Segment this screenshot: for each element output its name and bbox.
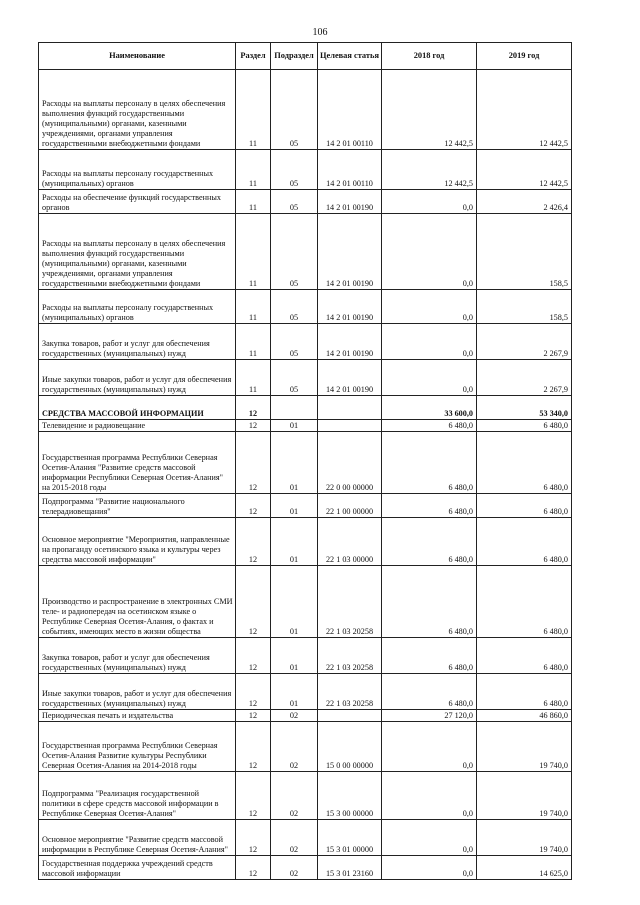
row-target: 14 2 01 00190 (318, 190, 382, 214)
row-name: Расходы на выплаты персоналу государственных (муниципальных) органов (39, 150, 236, 190)
row-section: 11 (236, 360, 271, 396)
table-body (39, 70, 572, 880)
table-row (39, 518, 572, 566)
row-target: 14 2 01 00190 (318, 290, 382, 324)
row-name: Телевидение и радиовещание (39, 420, 236, 432)
header-section: Раздел (236, 43, 271, 70)
row-subsection: 01 (271, 494, 318, 518)
row-2018: 0,0 (382, 820, 477, 856)
row-section: 12 (236, 638, 271, 674)
row-section: 11 (236, 150, 271, 190)
row-subsection: 01 (271, 420, 318, 432)
row-name: Иные закупки товаров, работ и услуг для обеспечения государственных (муниципальных) нужд (39, 360, 236, 396)
row-subsection: 05 (271, 70, 318, 150)
row-name: Государственная поддержка учреждений средств массовой информации (39, 856, 236, 880)
row-2019: 12 442,5 (477, 150, 572, 190)
row-name: Закупка товаров, работ и услуг для обеспечения государственных (муниципальных) нужд (39, 324, 236, 360)
row-target: 14 2 01 00110 (318, 70, 382, 150)
row-section: 12 (236, 518, 271, 566)
row-subsection: 05 (271, 324, 318, 360)
row-name: Расходы на выплаты персоналу государственных (муниципальных) органов (39, 290, 236, 324)
page-number: 106 (312, 27, 328, 38)
row-name: Подпрограмма "Реализация государственной политики в сфере средств массовой информации в Республике Северная Осетия-Алания" (39, 772, 236, 820)
row-2019: 6 480,0 (477, 566, 572, 638)
row-2018: 27 120,0 (382, 710, 477, 722)
table-row (39, 566, 572, 638)
table-row (39, 150, 572, 190)
row-target: 15 3 01 23160 (318, 856, 382, 880)
row-2018: 6 480,0 (382, 518, 477, 566)
table-row (39, 710, 572, 722)
row-target: 15 3 01 00000 (318, 820, 382, 856)
row-target: 22 1 03 20258 (318, 566, 382, 638)
table-row (39, 722, 572, 772)
header-subsection: Подраздел (271, 43, 318, 70)
row-2019: 14 625,0 (477, 856, 572, 880)
row-2018: 0,0 (382, 290, 477, 324)
row-2018: 0,0 (382, 324, 477, 360)
row-name: Периодическая печать и издательства (39, 710, 236, 722)
row-name: Государственная программа Республики Северная Осетия-Алания Развитие культуры Республики Северная Осетия-Алания на 2014-2018 годы (39, 722, 236, 772)
row-section: 12 (236, 396, 271, 420)
row-2018: 0,0 (382, 856, 477, 880)
row-2019: 2 267,9 (477, 360, 572, 396)
row-section: 11 (236, 190, 271, 214)
row-target: 22 1 03 20258 (318, 674, 382, 710)
row-subsection: 01 (271, 638, 318, 674)
row-2018: 6 480,0 (382, 420, 477, 432)
row-section: 11 (236, 214, 271, 290)
row-2019: 6 480,0 (477, 518, 572, 566)
row-subsection: 01 (271, 674, 318, 710)
row-2019: 12 442,5 (477, 70, 572, 150)
table-row (39, 674, 572, 710)
row-2019: 6 480,0 (477, 674, 572, 710)
row-2019: 6 480,0 (477, 494, 572, 518)
row-name: Государственная программа Республики Северная Осетия-Алания "Развитие средств массовой информации Республики Северная Осетия-Алания" на 2015-2018 годы (39, 432, 236, 494)
row-section: 12 (236, 722, 271, 772)
row-2019: 46 860,0 (477, 710, 572, 722)
table-row (39, 396, 572, 420)
row-section: 11 (236, 290, 271, 324)
row-2019: 6 480,0 (477, 638, 572, 674)
row-target: 14 2 01 00190 (318, 360, 382, 396)
row-target: 14 2 01 00190 (318, 214, 382, 290)
row-2018: 0,0 (382, 722, 477, 772)
row-name: Основное мероприятие "Развитие средств массовой информации в Республике Северная Осетия-Алания" (39, 820, 236, 856)
header-2019: 2019 год (477, 43, 572, 70)
header-target: Целевая статья (318, 43, 382, 70)
row-target: 15 0 00 00000 (318, 722, 382, 772)
table-row (39, 190, 572, 214)
table-row (39, 290, 572, 324)
row-name: СРЕДСТВА МАССОВОЙ ИНФОРМАЦИИ (39, 396, 236, 420)
row-name: Закупка товаров, работ и услуг для обеспечения государственных (муниципальных) нужд (39, 638, 236, 674)
table-row (39, 70, 572, 150)
row-target: 22 1 03 00000 (318, 518, 382, 566)
row-name: Подпрограмма "Развитие национального телерадиовещания" (39, 494, 236, 518)
row-2018: 6 480,0 (382, 638, 477, 674)
row-target (318, 710, 382, 722)
table-row (39, 420, 572, 432)
table-row (39, 820, 572, 856)
row-2019: 19 740,0 (477, 772, 572, 820)
row-target: 22 1 00 00000 (318, 494, 382, 518)
table-row (39, 638, 572, 674)
row-section: 12 (236, 710, 271, 722)
row-subsection: 01 (271, 432, 318, 494)
budget-table (38, 42, 572, 880)
row-section: 12 (236, 494, 271, 518)
row-section: 12 (236, 566, 271, 638)
row-section: 12 (236, 820, 271, 856)
row-2018: 0,0 (382, 190, 477, 214)
row-2018: 0,0 (382, 360, 477, 396)
row-name: Расходы на обеспечение функций государственных органов (39, 190, 236, 214)
row-2018: 6 480,0 (382, 432, 477, 494)
row-subsection: 02 (271, 772, 318, 820)
row-2019: 2 426,4 (477, 190, 572, 214)
table-row (39, 214, 572, 290)
row-section: 12 (236, 420, 271, 432)
row-name: Иные закупки товаров, работ и услуг для обеспечения государственных (муниципальных) нужд (39, 674, 236, 710)
row-section: 11 (236, 324, 271, 360)
table-row (39, 494, 572, 518)
table-row (39, 856, 572, 880)
row-2018: 0,0 (382, 772, 477, 820)
row-2019: 158,5 (477, 214, 572, 290)
row-subsection: 05 (271, 190, 318, 214)
table-row (39, 360, 572, 396)
row-target (318, 396, 382, 420)
row-subsection: 05 (271, 150, 318, 190)
row-target: 22 1 03 20258 (318, 638, 382, 674)
row-2019: 158,5 (477, 290, 572, 324)
row-name: Основное мероприятие "Мероприятия, направленные на пропаганду осетинского языка и культуры через средства массовой информации" (39, 518, 236, 566)
row-2019: 19 740,0 (477, 820, 572, 856)
row-target: 14 2 01 00110 (318, 150, 382, 190)
row-subsection: 02 (271, 820, 318, 856)
row-2019: 53 340,0 (477, 396, 572, 420)
row-2019: 2 267,9 (477, 324, 572, 360)
table-row (39, 432, 572, 494)
row-2018: 6 480,0 (382, 566, 477, 638)
row-2018: 6 480,0 (382, 494, 477, 518)
row-target: 14 2 01 00190 (318, 324, 382, 360)
row-name: Расходы на выплаты персоналу в целях обеспечения выполнения функций государственными (муниципальными) органами, казенными учреждениями, органами управления государственными внебюджетными фондами (39, 70, 236, 150)
table-row (39, 324, 572, 360)
table-row (39, 772, 572, 820)
row-target: 22 0 00 00000 (318, 432, 382, 494)
row-section: 12 (236, 772, 271, 820)
row-name: Расходы на выплаты персоналу в целях обеспечения выполнения функций государственными (муниципальными) органами, казенными учреждениями, органами управления государственными внебюджетными фондами (39, 214, 236, 290)
row-target (318, 420, 382, 432)
header-2018: 2018 год (382, 43, 477, 70)
row-subsection: 01 (271, 566, 318, 638)
row-2019: 6 480,0 (477, 420, 572, 432)
row-2019: 6 480,0 (477, 432, 572, 494)
row-2018: 12 442,5 (382, 150, 477, 190)
row-subsection: 05 (271, 290, 318, 324)
row-subsection: 05 (271, 360, 318, 396)
row-subsection: 02 (271, 856, 318, 880)
row-subsection: 05 (271, 214, 318, 290)
row-subsection: 02 (271, 722, 318, 772)
row-subsection: 02 (271, 710, 318, 722)
row-section: 12 (236, 856, 271, 880)
row-subsection (271, 396, 318, 420)
row-2018: 33 600,0 (382, 396, 477, 420)
row-section: 12 (236, 432, 271, 494)
row-target: 15 3 00 00000 (318, 772, 382, 820)
table-header-row (39, 43, 572, 70)
row-2019: 19 740,0 (477, 722, 572, 772)
row-name: Производство и распространение в электронных СМИ теле- и радиопередач на осетинском языке о Республике Северная Осетия-Алания, о фактах и событиях, имеющих место в жизни общества (39, 566, 236, 638)
row-subsection: 01 (271, 518, 318, 566)
row-section: 11 (236, 70, 271, 150)
row-2018: 6 480,0 (382, 674, 477, 710)
row-2018: 0,0 (382, 214, 477, 290)
header-name: Наименование (39, 43, 236, 70)
row-section: 12 (236, 674, 271, 710)
row-2018: 12 442,5 (382, 70, 477, 150)
